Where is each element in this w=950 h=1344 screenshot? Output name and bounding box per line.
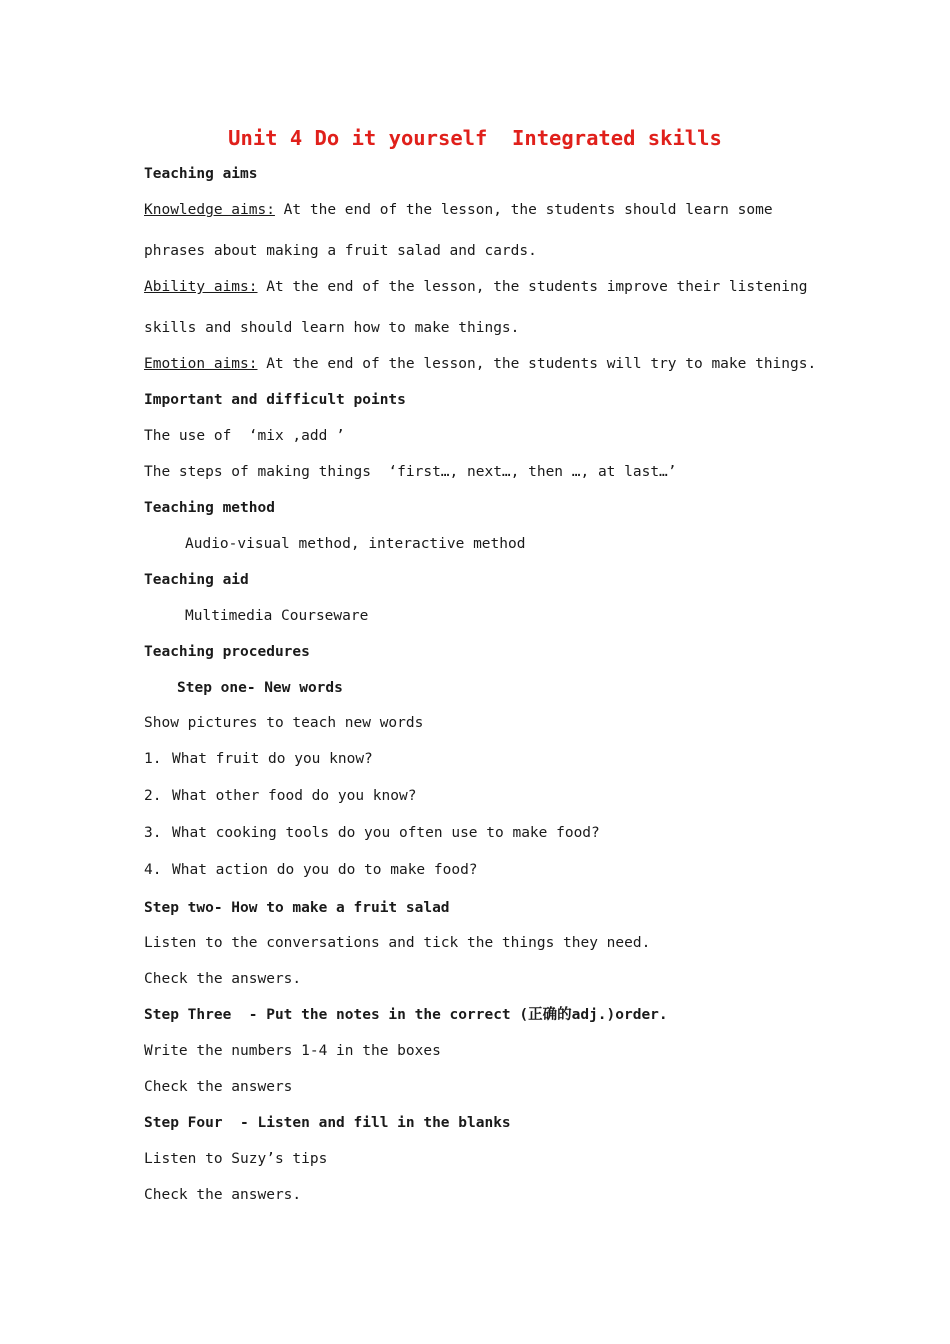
point-item: The steps of making things ‘first…, next…, then …, at last…’: [144, 464, 677, 480]
question-text: What other food do you know?: [172, 788, 417, 804]
knowledge-aims-line: [144, 200, 773, 220]
knowledge-aims-continued: phrases about making a fruit salad and cards.: [144, 243, 537, 259]
step-four-line: Check the answers.: [144, 1187, 302, 1203]
question-text: What action do you do to make food?: [172, 862, 478, 878]
step-three-heading: Step Three - Put the notes in the correct (正确的adj.)order.: [144, 1007, 668, 1023]
question-text: What fruit do you know?: [172, 751, 373, 767]
teaching-aid-text: Multimedia Courseware: [185, 608, 369, 624]
step-two-line: Check the answers.: [144, 971, 302, 987]
step-one-intro: Show pictures to teach new words: [144, 715, 424, 731]
question-number: 2.: [144, 788, 162, 804]
teaching-method-text: Audio-visual method, interactive method: [185, 536, 526, 552]
knowledge-aims-text: At the end of the lesson, the students should learn some: [274, 202, 773, 218]
teaching-method-heading: Teaching method: [144, 500, 275, 516]
step-three-line: Write the numbers 1-4 in the boxes: [144, 1043, 441, 1059]
question-number: 3.: [144, 825, 162, 841]
teaching-aims-heading: Teaching aims: [144, 166, 258, 182]
ability-aims-continued: skills and should learn how to make things.: [144, 320, 520, 336]
ability-aims-label: Ability aims:: [144, 279, 258, 295]
step-one-heading: Step one- New words: [177, 680, 343, 696]
step-two-heading: Step two- How to make a fruit salad: [144, 900, 450, 916]
emotion-aims-line: [144, 354, 816, 374]
question-number: 4.: [144, 862, 162, 878]
emotion-aims-text: At the end of the lesson, the students will try to make things.: [257, 356, 817, 372]
question-item: [144, 860, 478, 880]
knowledge-aims-label: Knowledge aims:: [144, 202, 275, 218]
step-four-heading: Step Four - Listen and fill in the blanks: [144, 1115, 511, 1131]
document-title: Unit 4 Do it yourself Integrated skills: [228, 126, 722, 150]
ability-aims-line: [144, 277, 807, 297]
important-points-heading: Important and difficult points: [144, 392, 406, 408]
step-three-line: Check the answers: [144, 1079, 293, 1095]
question-item: [144, 786, 416, 806]
question-item: [144, 823, 600, 843]
teaching-aid-heading: Teaching aid: [144, 572, 249, 588]
step-two-line: Listen to the conversations and tick the things they need.: [144, 935, 651, 951]
question-text: What cooking tools do you often use to make food?: [172, 825, 600, 841]
question-number: 1.: [144, 751, 162, 767]
teaching-procedures-heading: Teaching procedures: [144, 644, 310, 660]
emotion-aims-label: Emotion aims:: [144, 356, 258, 372]
step-four-line: Listen to Suzy’s tips: [144, 1151, 328, 1167]
point-item: The use of ‘mix ,add ’: [144, 428, 345, 444]
question-item: [144, 749, 373, 769]
ability-aims-text: At the end of the lesson, the students improve their listening: [257, 279, 808, 295]
